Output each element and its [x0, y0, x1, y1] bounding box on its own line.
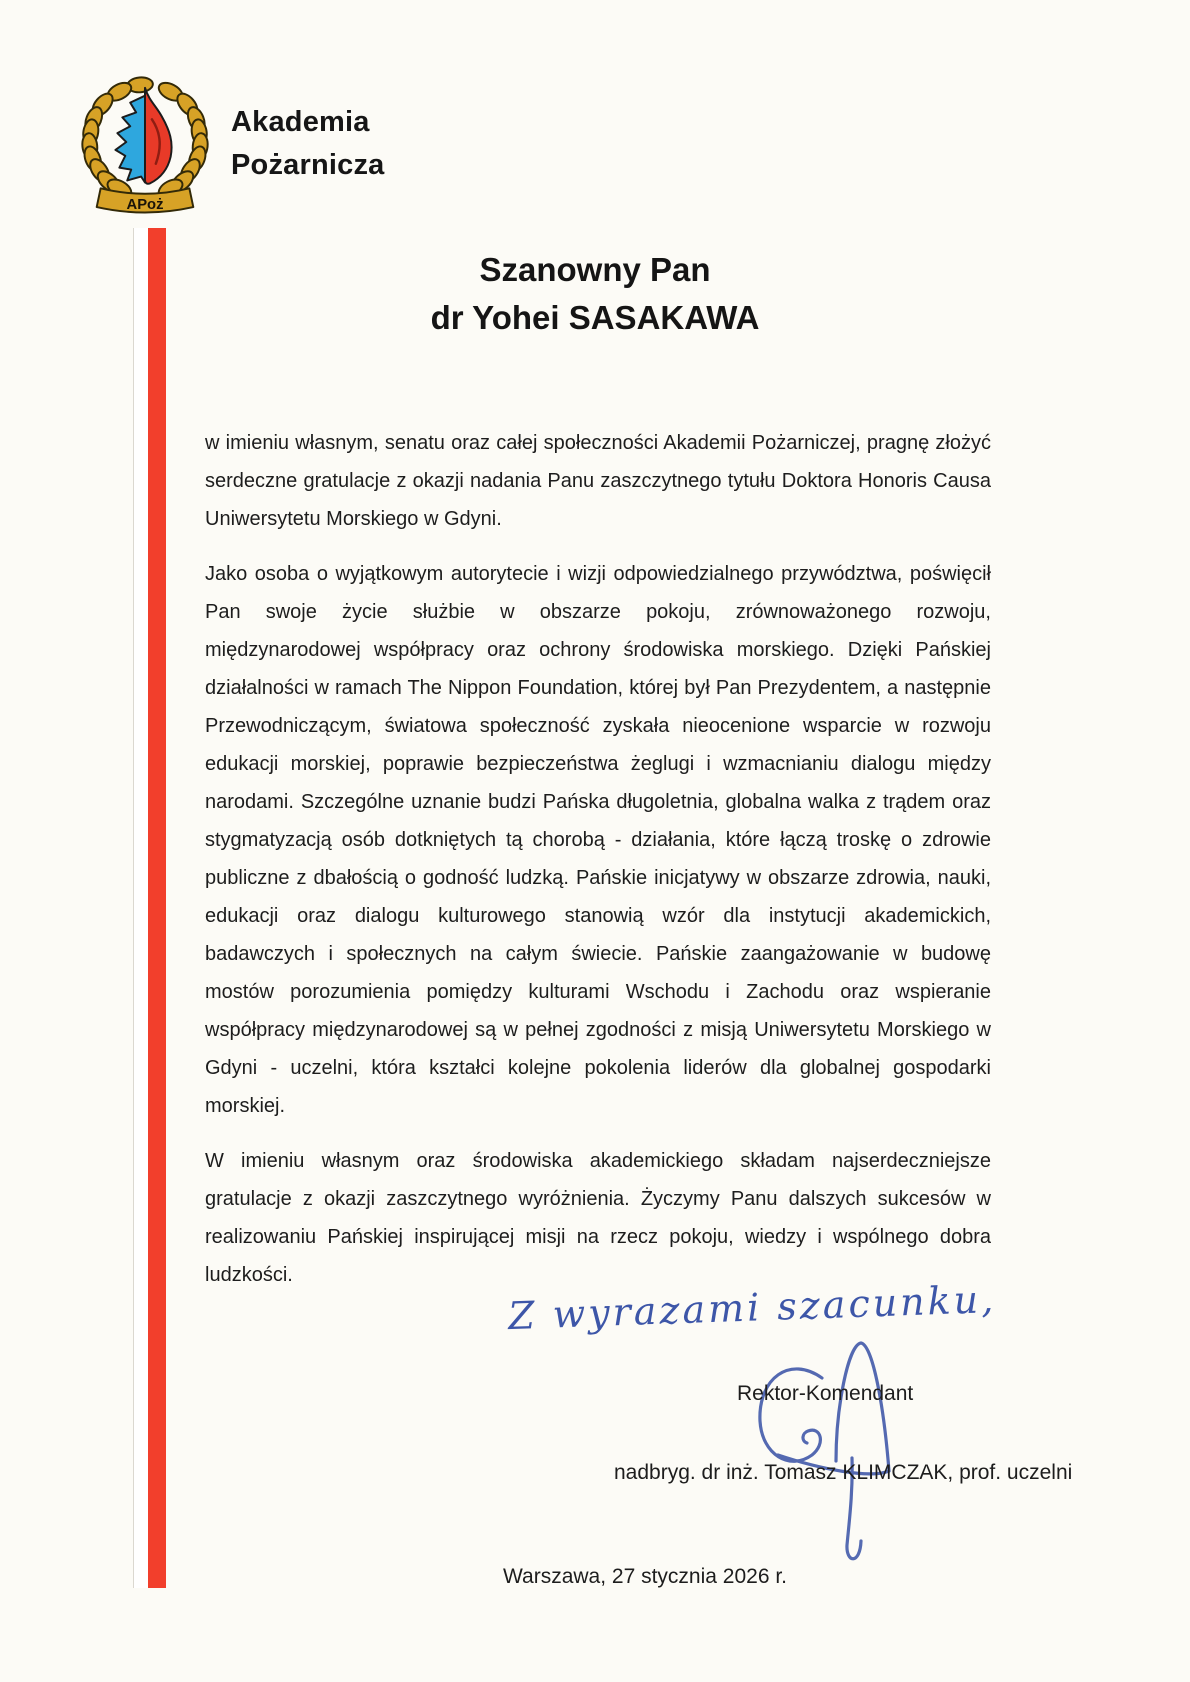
signer-title: Rektor-Komendant — [737, 1382, 914, 1405]
poland-flag-stripe — [133, 228, 166, 1588]
recipient-name: dr Yohei SASAKAWA — [430, 299, 760, 336]
paragraph-3: W imieniu własnym oraz środowiska akademickiego składam najserdeczniejsze gratulacje z okazji zaszczytnego wyróżnienia. Życzymy Panu dalszych sukcesów w realizowaniu Pańskiej inspirującej misji na rzecz pokoju, wiedzy i wspólnego dobra ludzkości. — [205, 1150, 991, 1286]
flag-stripe-red — [148, 228, 166, 1588]
recipient-salutation: Szanowny Pan — [479, 251, 711, 288]
paragraph-1: w imieniu własnym, senatu oraz całej społeczności Akademii Pożarniczej, pragnę złożyć serdeczne gratulacje z okazji nadania Panu zaszczytnego tytułu Doktora Honoris Causa Uniwersytetu Morskiego w Gdyni. — [205, 432, 991, 530]
handwritten-closing-note: Z wyrazami szacunku, — [507, 1277, 997, 1339]
signature-scribble-icon — [690, 1283, 910, 1583]
letter-body — [205, 424, 991, 1311]
org-name-line1: Akademia — [231, 106, 370, 138]
signer-name: nadbryg. dr inż. Tomasz KLIMCZAK, prof. uczelni — [614, 1461, 1073, 1484]
recipient-block — [0, 246, 1190, 342]
place-date: Warszawa, 27 stycznia 2026 r. — [503, 1565, 788, 1588]
paragraph-2: Jako osoba o wyjątkowym autorytecie i wizji odpowiedzialnego przywództwa, poświęcił Pan swoje życie służbie w obszarze pokoju, zrównoważonego rozwoju, międzynarodowej współpracy oraz ochrony środowiska morskiego. Dzięki Pańskiej działalności w ramach The Nippon Foundation, której był Pan Prezydentem, a następnie Przewodniczącym, światowa społeczność zyskała nieocenione wsparcie w rozwoju edukacji morskiej, poprawie bezpieczeństwa żeglugi i wzmacnianiu dialogu między narodami. Szczególne uznanie budzi Pańska długoletnia, globalna walka z trądem oraz stygmatyzacją osób dotkniętych tą chorobą - działania, które łączą troskę o zdrowie publiczne z dbałością o godność ludzką. Pańskie inicjatywy w obszarze zdrowia, nauki, edukacji oraz dialogu kulturowego stanowią wzór dla instytucji akademickich, badawczych i społecznych na całym świecie. Pańskie zaangażowanie w budowę mostów porozumienia pomiędzy kulturami Wschodu i Zachodu oraz wspieranie współpracy międzynarodowej są w pełnej zgodności z misją Uniwersytetu Morskiego w Gdyni - uczelni, która kształci kolejne pokolenia liderów dla globalnej gospodarki morskiej. — [205, 563, 991, 1117]
org-name-line2: Pożarnicza — [231, 149, 385, 181]
academy-crest-icon — [76, 68, 214, 218]
crest-banner-text: APoż — [126, 197, 164, 214]
org-name — [231, 101, 385, 187]
flag-stripe-white — [133, 228, 148, 1588]
crest-blue-shape — [115, 96, 145, 183]
